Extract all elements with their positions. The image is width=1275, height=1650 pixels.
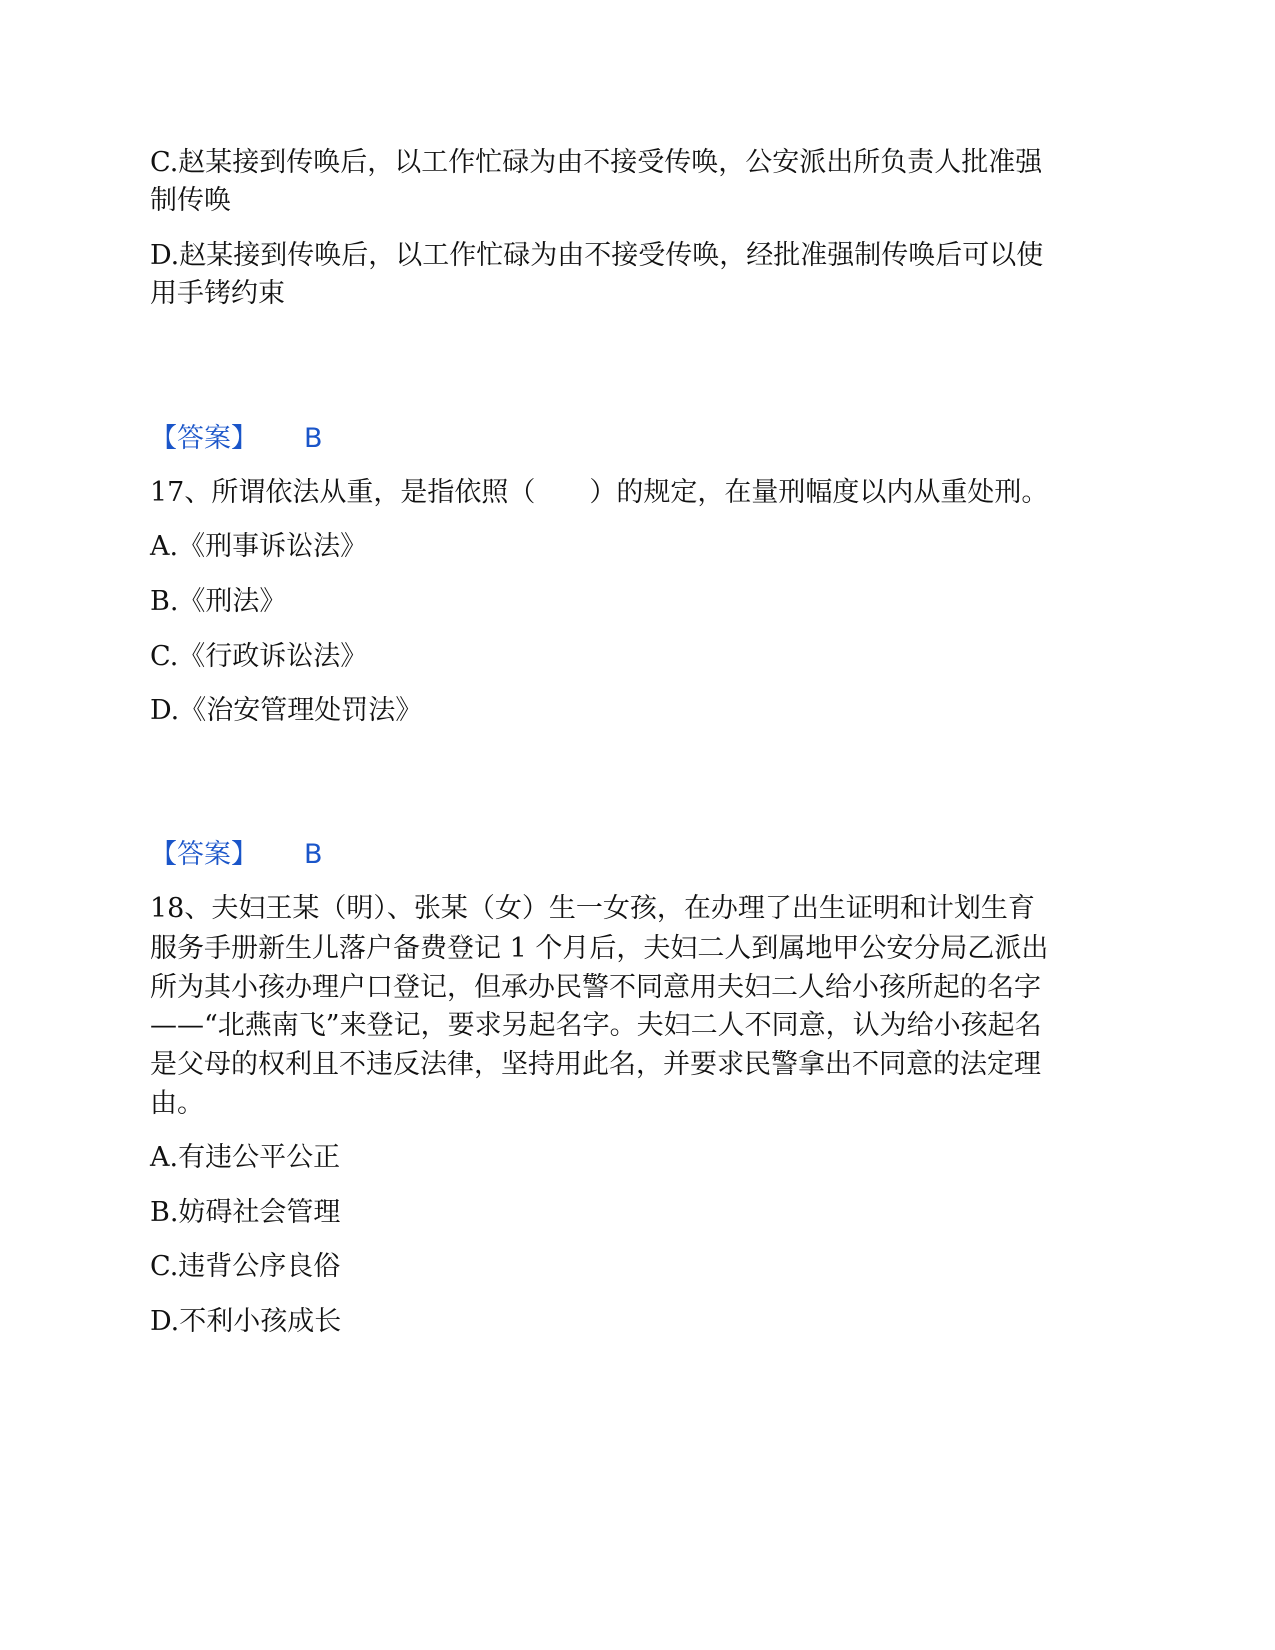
q16-option-c-line1: C.赵某接到传唤后，以工作忙碌为由不接受传唤，公安派出所负责人批准强 [150,147,1043,178]
q18-option-b: B.妨碍社会管理 [150,1197,341,1228]
q18-option-c: C.违背公序良俗 [150,1251,341,1282]
q18-question-line3: 所为其小孩办理户口登记，但承办民警不同意用夫妇二人给小孩所起的名字 [150,972,1041,1003]
q16-answer [150,419,323,459]
q18-question-line4: ——“北燕南飞”来登记，要求另起名字。夫妇二人不同意，认为给小孩起名 [150,1010,1042,1041]
answer-value: B [304,839,323,870]
q16-option-d-line2: 用手铐约束 [150,278,285,309]
answer-tag: 【答案】 [150,423,258,454]
q16-option-c-line2: 制传唤 [150,185,231,216]
q18-question-line2: 服务手册新生儿落户备费登记 1 个月后，夫妇二人到属地甲公安分局乙派出 [150,933,1049,964]
q18-question-line6: 由。 [150,1088,204,1119]
q17-option-a: A.《刑事诉讼法》 [150,531,368,562]
q17-question: 17、所谓依法从重，是指依照（ ）的规定，在量刑幅度以内从重处刑。 [150,477,1049,508]
q17-answer [150,835,323,875]
answer-value: B [304,423,323,454]
q17-option-d: D.《治安管理处罚法》 [150,695,423,726]
q17-option-b: B.《刑法》 [150,586,287,617]
q18-question-line1: 18、夫妇王某（明）、张某（女）生一女孩，在办理了出生证明和计划生育 [150,893,1035,924]
answer-tag: 【答案】 [150,839,258,870]
q18-question-line5: 是父母的权利且不违反法律，坚持用此名，并要求民警拿出不同意的法定理 [150,1049,1041,1080]
q18-option-a: A.有违公平公正 [150,1142,341,1173]
q17-option-c: C.《行政诉讼法》 [150,641,368,672]
q18-option-d: D.不利小孩成长 [150,1306,342,1337]
q16-option-d-line1: D.赵某接到传唤后，以工作忙碌为由不接受传唤，经批准强制传唤后可以使 [150,240,1044,271]
